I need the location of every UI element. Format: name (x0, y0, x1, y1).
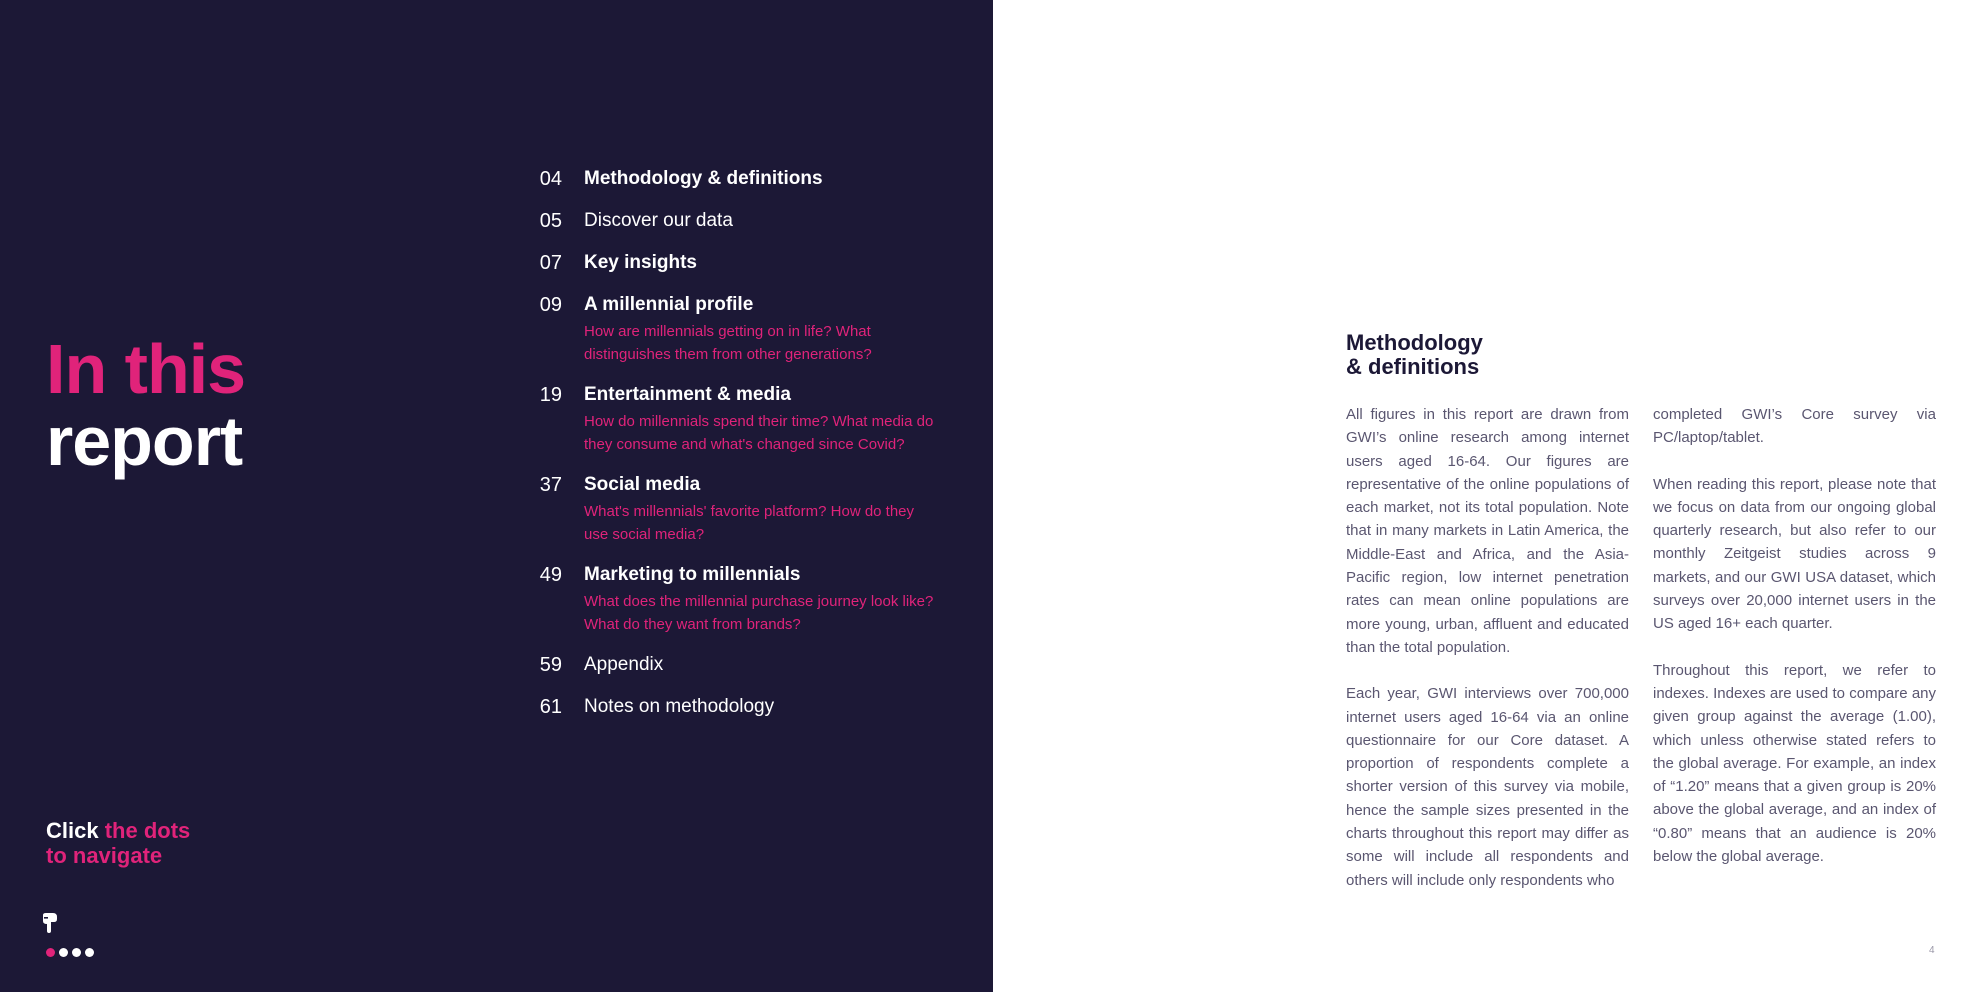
methodology-paragraph: When reading this report, please note that we focus on data from our ongoing global quarterly research, but also refer to our monthly Zeitgeist studies across 9 markets, and our GWI USA dataset, which surveys over 20,000 internet users in the US aged 16+ each quarter. (1653, 475, 1936, 633)
toc-page-number: 05 (539, 210, 562, 232)
toc-item[interactable] (520, 694, 940, 720)
toc-entry (584, 472, 934, 546)
nav-hint-dots: the dots (104, 818, 191, 843)
nav-dot[interactable] (85, 948, 94, 957)
toc-entry (584, 208, 934, 234)
nav-dot[interactable] (72, 948, 81, 957)
toc-page-number: 07 (539, 252, 562, 274)
toc-title: A millennial profile (584, 294, 754, 315)
toc-page-number: 37 (539, 474, 562, 496)
nav-dot[interactable] (46, 948, 55, 957)
toc-page-number: 49 (539, 564, 562, 586)
nav-hint-click: Click (46, 818, 99, 843)
methodology-heading (1346, 331, 1483, 379)
toc-description: How are millennials getting on in life? What distinguishes them from other generations? (584, 323, 872, 363)
page-number: 4 (1929, 945, 1935, 956)
toc-title: Appendix (584, 654, 664, 675)
toc-title: Discover our data (584, 210, 733, 231)
toc-description: What's millennials' favorite platform? How do they use social media? (584, 503, 915, 543)
navigation-hint (46, 818, 190, 868)
toc-page-number: 61 (539, 696, 562, 718)
toc-description: How do millennials spend their time? What media do they consume and what's changed since Covid? (584, 413, 934, 453)
methodology-paragraph: completed GWI’s Core survey via PC/laptop/tablet. (1653, 406, 1936, 447)
toc-title: Social media (584, 474, 701, 495)
methodology-column-1 (1346, 403, 1629, 915)
title-line-1: In this (46, 330, 246, 408)
toc-page-number: 59 (539, 654, 562, 676)
toc-title: Methodology & definitions (584, 168, 823, 189)
toc-item[interactable] (520, 292, 940, 366)
toc-title: Key insights (584, 252, 697, 273)
toc-entry (584, 250, 934, 276)
page-title (46, 330, 246, 480)
title-line-2: report (46, 402, 243, 480)
toc-page-number: 04 (539, 168, 562, 190)
toc-item[interactable] (520, 250, 940, 276)
toc-page-number: 09 (539, 294, 562, 316)
toc-entry (584, 694, 934, 720)
toc-entry (584, 382, 934, 456)
toc-item[interactable] (520, 562, 940, 636)
toc-title: Entertainment & media (584, 384, 791, 405)
toc-item[interactable] (520, 472, 940, 546)
toc-page-number: 19 (539, 384, 562, 406)
page-dots (46, 948, 94, 957)
methodology-column-2 (1653, 403, 1936, 891)
methodology-paragraph: Throughout this report, we refer to indexes. Indexes are used to compare any given group against the average (1.00), which unless otherwise stated refers to the global average. For example, an index of “1.20” means that a given group is 20% above the global average, and an index of “0.80” means that an audience is 20% below the global average. (1653, 661, 1936, 866)
toc-entry (584, 292, 934, 366)
toc-entry (584, 562, 934, 636)
toc-description: What does the millennial purchase journey look like? What do they want from brands? (584, 593, 934, 633)
methodology-paragraph: All figures in this report are drawn from GWI’s online research among internet users aged 16-64. Our figures are representative of the online populations of each market, not its total population. Note that in many markets in Latin America, the Middle-East and Africa, and the Asia-Pacific region, low internet penetration rates can mean online populations are more young, urban, affluent and educated than the total population. (1346, 406, 1629, 656)
table-of-contents (520, 166, 940, 736)
toc-entry (584, 652, 934, 678)
toc-entry (584, 166, 934, 192)
pointing-hand-icon (40, 912, 60, 934)
nav-hint-navigate: to navigate (46, 843, 163, 868)
toc-item[interactable] (520, 166, 940, 192)
methodology-heading-line-1: Methodology (1346, 330, 1483, 355)
toc-item[interactable] (520, 382, 940, 456)
methodology-paragraph: Each year, GWI interviews over 700,000 internet users aged 16-64 via an online questionnaire for our Core dataset. A proportion of respondents complete a shorter version of this survey via mobile, hence the sample sizes presented in the charts throughout this report may differ as some will include all respondents and others will include only respondents who (1346, 685, 1629, 889)
methodology-heading-line-2: & definitions (1346, 354, 1480, 379)
nav-dot[interactable] (59, 948, 68, 957)
toc-item[interactable] (520, 208, 940, 234)
toc-item[interactable] (520, 652, 940, 678)
toc-title: Marketing to millennials (584, 564, 801, 585)
toc-title: Notes on methodology (584, 696, 775, 717)
